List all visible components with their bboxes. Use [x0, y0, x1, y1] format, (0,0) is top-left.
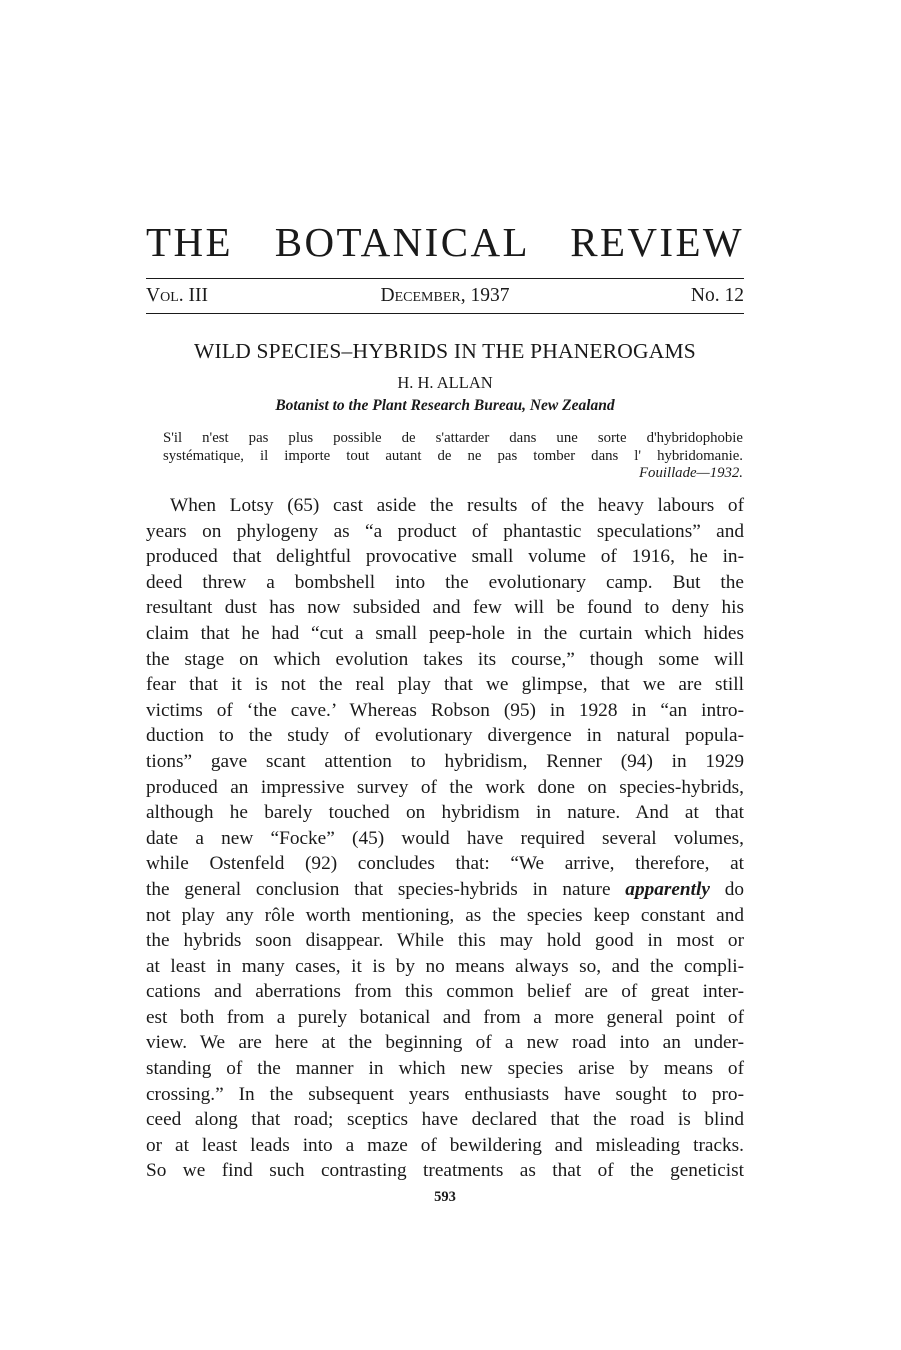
- body-line: standing of the manner in which new species arise by means of: [146, 1058, 744, 1080]
- issue-date: December, 1937: [380, 285, 510, 306]
- body-line: the hybrids soon disappear. While this may hold good in most or: [146, 930, 744, 952]
- body-line: although he barely touched on hybridism in nature. And at that: [146, 802, 744, 824]
- body-line: view. We are here at the beginning of a new road into an under-: [146, 1032, 744, 1054]
- volume-label: Vol. III: [146, 285, 208, 306]
- body-line: not play any rôle worth mentioning, as the species keep constant and: [146, 904, 744, 926]
- body-line: When Lotsy (65) cast aside the results of the heavy labours of: [170, 495, 744, 516]
- body-text: [146, 493, 744, 1184]
- emphasis-apparently: apparently: [625, 878, 710, 900]
- body-text-fragment: do: [709, 878, 744, 900]
- epigraph-line: systématique, il importe tout autant de ne pas tomber dans l' hybridomanie.: [163, 447, 743, 464]
- epigraph: [163, 430, 743, 483]
- page-number: 593: [434, 1189, 456, 1205]
- body-line: So we find such contrasting treatments as that of the geneticist: [146, 1160, 744, 1182]
- journal-title: THE BOTANICAL REVIEW: [146, 219, 744, 265]
- header-rule-bottom: [146, 313, 744, 314]
- body-line: produced an impressive survey of the work done on species-hybrids,: [146, 776, 744, 798]
- body-line: resultant dust has now subsided and few will be found to deny his: [146, 597, 744, 619]
- body-line: est both from a purely botanical and from a more general point of: [146, 1006, 744, 1028]
- body-line: years on phylogeny as “a product of phantastic speculations” and: [146, 520, 744, 542]
- body-line: while Ostenfeld (92) concludes that: “We arrive, therefore, at: [146, 853, 744, 875]
- epigraph-source: Fouillade—1932.: [639, 465, 743, 481]
- epigraph-line: S'il n'est pas plus possible de s'attarder dans une sorte d'hybridophobie: [163, 430, 743, 446]
- body-line: crossing.” In the subsequent years enthusiasts have sought to pro-: [146, 1083, 744, 1105]
- body-line: date a new “Focke” (45) would have required several volumes,: [146, 827, 744, 849]
- article-title: WILD SPECIES–HYBRIDS IN THE PHANEROGAMS: [194, 339, 696, 363]
- issue-number: No. 12: [690, 285, 744, 306]
- body-text-fragment: the general conclusion that species-hybrids in nature: [146, 878, 626, 900]
- author-name: H. H. ALLAN: [397, 373, 493, 392]
- body-line: fear that it is not the real play that we glimpse, that we are still: [146, 674, 744, 696]
- body-line: produced that delightful provocative small volume of 1916, he in-: [146, 546, 744, 568]
- body-line: tions” gave scant attention to hybridism, Renner (94) in 1929: [146, 750, 744, 772]
- body-line: or at least leads into a maze of bewildering and misleading tracks.: [146, 1134, 744, 1156]
- body-line: claim that he had “cut a small peep-hole in the curtain which hides: [146, 622, 744, 644]
- body-line: cations and aberrations from this common belief are of great inter-: [146, 981, 744, 1003]
- body-line: ceed along that road; sceptics have declared that the road is blind: [146, 1109, 744, 1131]
- body-line: the stage on which evolution takes its course,” though some will: [146, 648, 744, 670]
- body-line: duction to the study of evolutionary divergence in natural popula-: [146, 725, 744, 747]
- header-rule-top: [146, 278, 744, 279]
- author-affiliation: Botanist to the Plant Research Bureau, New Zealand: [275, 397, 615, 414]
- issue-line: [146, 283, 744, 309]
- body-line: at least in many cases, it is by no means always so, and the compli-: [146, 955, 744, 977]
- body-line-with-emphasis: [146, 877, 744, 903]
- body-line: victims of ‘the cave.’ Whereas Robson (95) in 1928 in “an intro-: [146, 699, 744, 721]
- body-line: deed threw a bombshell into the evolutionary camp. But the: [146, 571, 744, 593]
